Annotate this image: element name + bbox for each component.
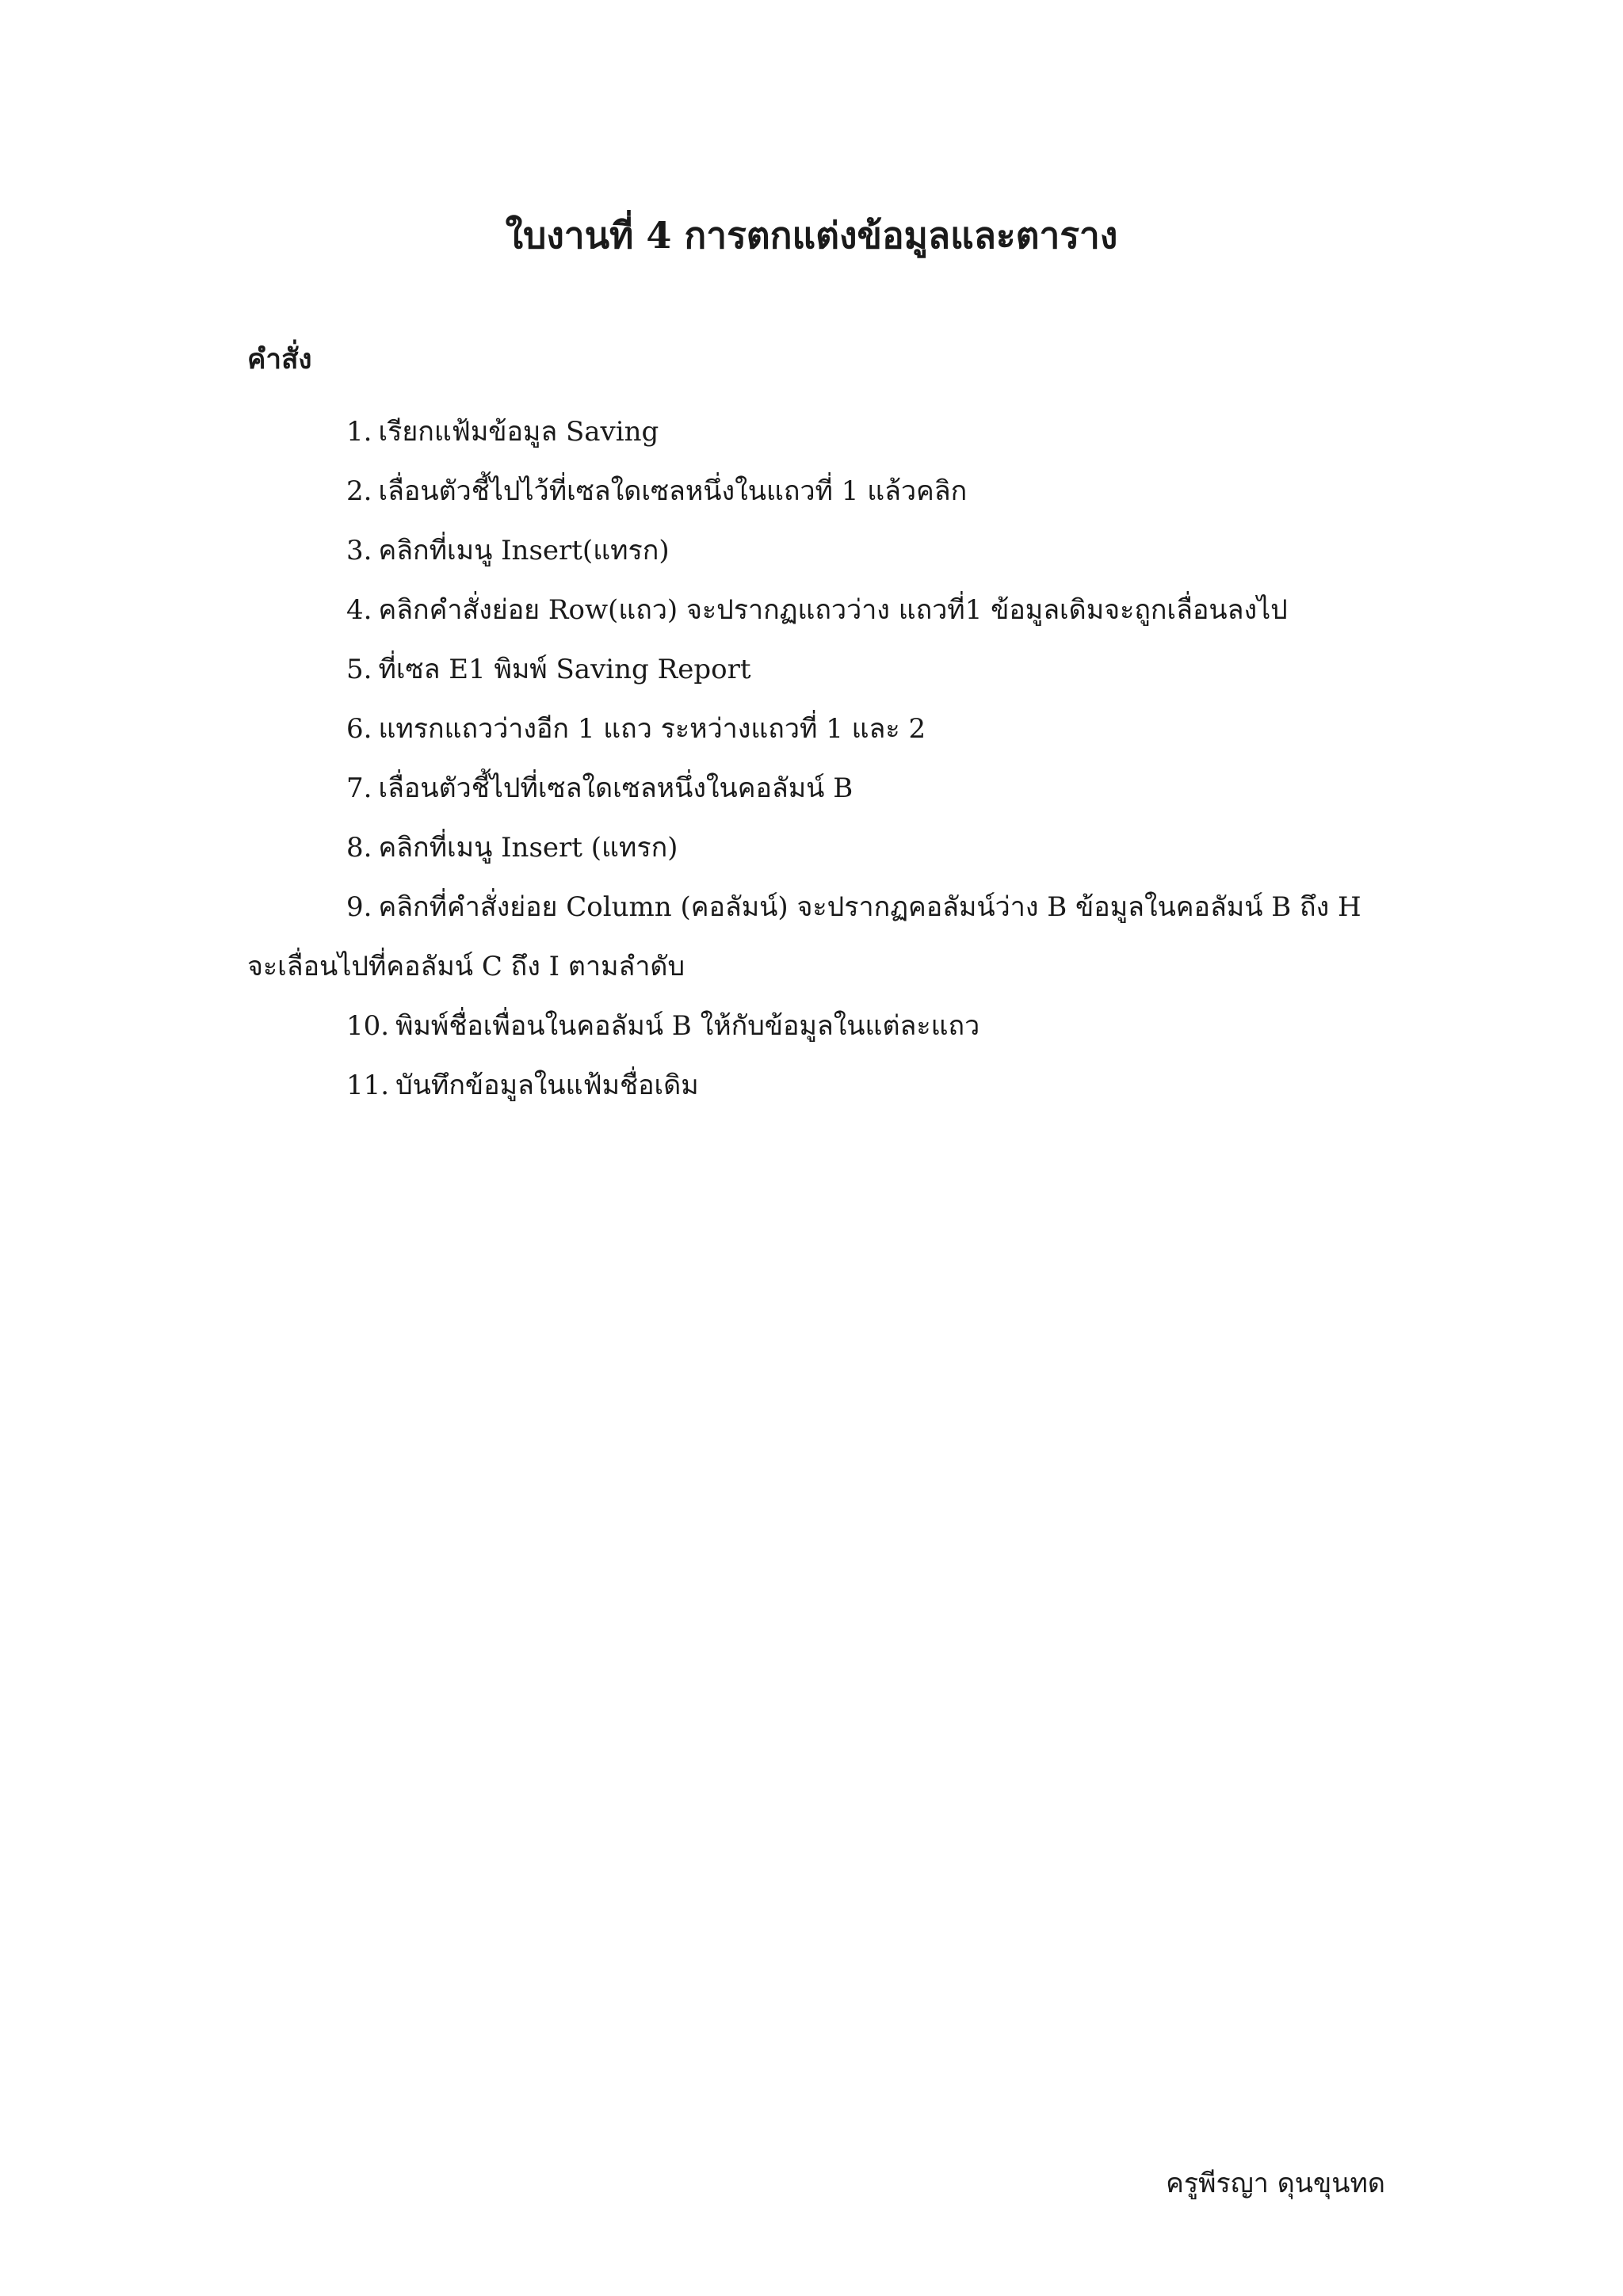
- instruction-item-8: [247, 818, 1388, 878]
- instruction-item-6: [247, 700, 1388, 759]
- instruction-item-2: [247, 462, 1388, 521]
- page-title: ใบงานที่ 4 การตกแต่งข้อมูลและตาราง: [505, 214, 1118, 257]
- instruction-text: คลิกที่เมนู Insert(แทรก): [378, 535, 670, 566]
- instruction-number: 1.: [346, 416, 372, 448]
- instruction-list: [247, 402, 1388, 1116]
- instruction-text: เลื่อนตัวชี้ไปไว้ที่เซลใดเซลหนึ่งในแถวที่ 1 แล้วคลิก: [378, 475, 968, 507]
- instruction-continuation: จะเลื่อนไปที่คอลัมน์ C ถึง I ตามลำดับ: [247, 951, 685, 982]
- instruction-text: ที่เซล E1 พิมพ์ Saving Report: [378, 654, 751, 685]
- instruction-number: 6.: [346, 713, 372, 745]
- instruction-text: คลิกที่คำสั่งย่อย Column (คอลัมน์) จะปรากฏคอลัมน์ว่าง B ข้อมูลในคอลัมน์ B ถึง H: [378, 891, 1361, 923]
- instruction-number: 4.: [346, 594, 372, 626]
- author-name: ครูพีรญา ดุนขุนทด: [1166, 2168, 1385, 2199]
- instruction-number: 11.: [346, 1070, 390, 1101]
- instruction-number: 5.: [346, 654, 372, 685]
- instruction-number: 10.: [346, 1010, 390, 1042]
- instruction-item-11: [247, 1056, 1388, 1116]
- instruction-text: แทรกแถวว่างอีก 1 แถว ระหว่างแถวที่ 1 และ 2: [378, 713, 926, 745]
- instruction-item-10: [247, 997, 1388, 1056]
- instruction-text: เรียกแฟ้มข้อมูล Saving: [378, 416, 659, 448]
- instruction-number: 8.: [346, 832, 372, 864]
- instruction-text: คลิกที่เมนู Insert (แทรก): [378, 832, 678, 864]
- instruction-item-7: [247, 759, 1388, 818]
- instruction-text: เลื่อนตัวชี้ไปที่เซลใดเซลหนึ่งในคอลัมน์ B: [378, 772, 854, 804]
- instruction-item-1: [247, 402, 1388, 462]
- instruction-item-3: [247, 521, 1388, 581]
- instruction-item-9: [247, 878, 1388, 997]
- instruction-number: 7.: [346, 772, 372, 804]
- instruction-number: 2.: [346, 475, 372, 507]
- instructions-heading: คำสั่ง: [247, 343, 312, 376]
- instruction-item-4: [247, 581, 1388, 640]
- instruction-number: 3.: [346, 535, 372, 566]
- instruction-item-5: [247, 640, 1388, 700]
- instruction-number: 9.: [346, 891, 372, 923]
- instruction-text: พิมพ์ชื่อเพื่อนในคอลัมน์ B ให้กับข้อมูลในแต่ละแถว: [395, 1010, 980, 1042]
- instruction-text: บันทึกข้อมูลในแฟ้มชื่อเดิม: [395, 1070, 699, 1101]
- instruction-text: คลิกคำสั่งย่อย Row(แถว) จะปรากฏแถวว่าง แถวที่1 ข้อมูลเดิมจะถูกเลื่อนลงไป: [378, 594, 1288, 626]
